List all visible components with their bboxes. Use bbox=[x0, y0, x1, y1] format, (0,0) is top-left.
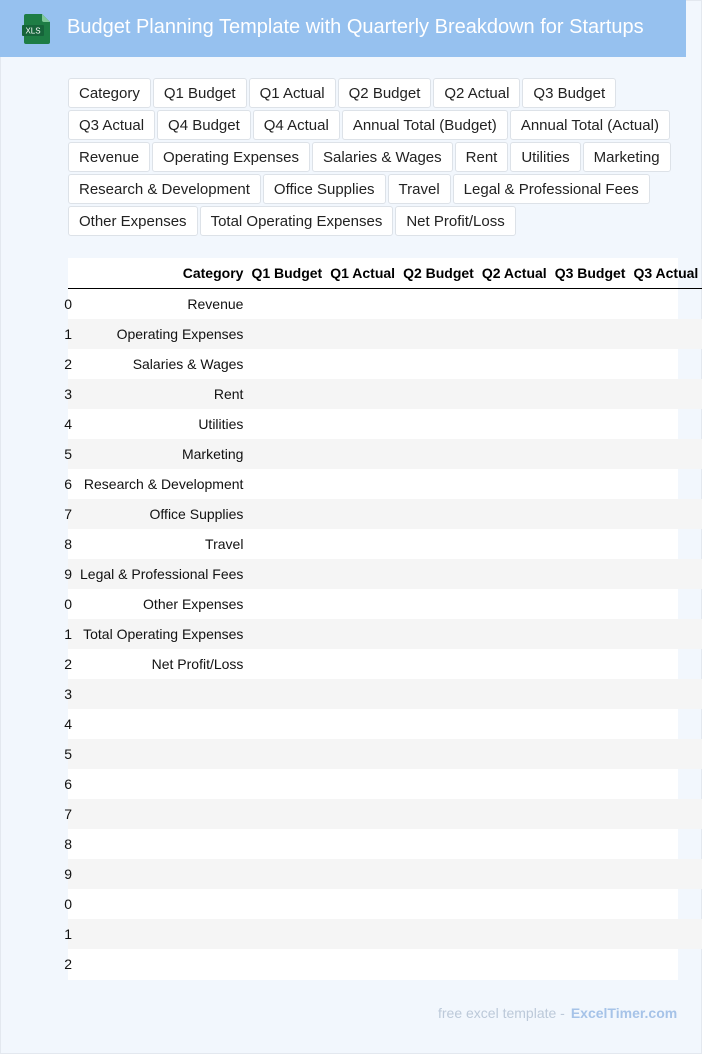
column-chip[interactable]: Other Expenses bbox=[68, 206, 198, 236]
value-cell[interactable] bbox=[629, 379, 702, 409]
value-cell[interactable] bbox=[629, 799, 702, 829]
row-index: 4 bbox=[64, 416, 72, 432]
value-cell[interactable] bbox=[326, 349, 399, 379]
value-cell[interactable] bbox=[247, 829, 326, 859]
row-index: 5 bbox=[68, 439, 76, 469]
value-cell[interactable] bbox=[551, 559, 630, 589]
value-cell[interactable] bbox=[478, 529, 551, 559]
table-row bbox=[68, 499, 702, 529]
category-cell[interactable]: Travel bbox=[205, 536, 244, 552]
table-row bbox=[68, 559, 702, 589]
value-cell[interactable] bbox=[629, 289, 702, 320]
value-cell[interactable] bbox=[247, 499, 326, 529]
value-cell[interactable] bbox=[478, 469, 551, 499]
value-cell[interactable] bbox=[399, 919, 478, 949]
category-cell[interactable]: Research & Development bbox=[83, 476, 244, 492]
value-cell[interactable] bbox=[247, 529, 326, 559]
value-cell[interactable] bbox=[326, 649, 399, 679]
table-row bbox=[68, 889, 702, 919]
xls-file-icon bbox=[22, 14, 50, 44]
footer-credit bbox=[438, 1005, 677, 1021]
value-cell[interactable] bbox=[629, 589, 702, 619]
category-cell[interactable]: Legal & Professional Fees bbox=[76, 559, 247, 589]
value-cell[interactable] bbox=[247, 559, 326, 589]
table-row bbox=[68, 379, 702, 409]
value-cell[interactable] bbox=[326, 559, 399, 589]
value-cell[interactable] bbox=[399, 619, 478, 649]
value-cell[interactable] bbox=[478, 769, 551, 799]
row-index: 2 bbox=[64, 356, 72, 372]
table-row bbox=[68, 679, 702, 709]
value-cell[interactable] bbox=[326, 889, 399, 919]
value-cell[interactable] bbox=[551, 529, 630, 559]
value-cell[interactable] bbox=[326, 289, 399, 320]
value-cell[interactable] bbox=[478, 619, 551, 649]
value-cell[interactable] bbox=[326, 799, 399, 829]
table-row bbox=[68, 709, 702, 739]
index-header bbox=[68, 258, 76, 289]
value-cell[interactable] bbox=[478, 949, 551, 979]
value-cell[interactable] bbox=[399, 949, 478, 979]
value-cell[interactable] bbox=[629, 649, 702, 679]
category-cell[interactable]: Revenue bbox=[187, 296, 244, 312]
value-cell[interactable] bbox=[247, 409, 326, 439]
value-cell[interactable] bbox=[399, 709, 478, 739]
category-cell[interactable] bbox=[76, 679, 247, 709]
value-cell[interactable] bbox=[629, 319, 702, 349]
value-cell[interactable] bbox=[247, 289, 326, 320]
value-cell[interactable] bbox=[247, 739, 326, 769]
value-cell[interactable] bbox=[399, 889, 478, 919]
value-cell[interactable] bbox=[551, 949, 630, 979]
column-chip[interactable]: Q1 Actual bbox=[249, 78, 336, 108]
column-chip[interactable]: Marketing bbox=[583, 142, 671, 172]
category-cell[interactable] bbox=[76, 949, 247, 979]
category-cell[interactable] bbox=[76, 799, 247, 829]
value-cell[interactable] bbox=[399, 529, 478, 559]
value-cell[interactable] bbox=[629, 619, 702, 649]
data-table bbox=[64, 258, 702, 979]
value-cell[interactable] bbox=[326, 589, 399, 619]
table-row bbox=[68, 409, 702, 439]
value-cell[interactable] bbox=[247, 379, 326, 409]
value-cell[interactable] bbox=[629, 679, 702, 709]
table-row bbox=[68, 589, 702, 619]
value-cell[interactable] bbox=[399, 829, 478, 859]
value-cell[interactable] bbox=[478, 289, 551, 320]
xls-icon-label: XLS bbox=[25, 26, 41, 36]
value-cell[interactable] bbox=[629, 349, 702, 379]
value-cell[interactable] bbox=[551, 919, 630, 949]
value-cell[interactable] bbox=[326, 499, 399, 529]
table-header-row bbox=[68, 258, 702, 289]
value-cell[interactable] bbox=[326, 439, 399, 469]
row-index: 1 bbox=[68, 919, 76, 949]
value-cell[interactable] bbox=[247, 859, 326, 889]
value-cell[interactable] bbox=[551, 469, 630, 499]
value-cell[interactable] bbox=[399, 859, 478, 889]
column-chip[interactable]: Net Profit/Loss bbox=[395, 206, 515, 236]
value-cell[interactable] bbox=[326, 859, 399, 889]
value-cell[interactable] bbox=[551, 889, 630, 919]
value-cell[interactable] bbox=[478, 799, 551, 829]
column-chip[interactable]: Research & Development bbox=[68, 174, 261, 204]
column-chip[interactable]: Q2 Budget bbox=[338, 78, 432, 108]
value-cell[interactable] bbox=[399, 499, 478, 529]
value-cell[interactable] bbox=[399, 439, 478, 469]
value-cell[interactable] bbox=[551, 379, 630, 409]
table-row bbox=[68, 349, 702, 379]
category-cell[interactable] bbox=[76, 859, 247, 889]
value-cell[interactable] bbox=[629, 889, 702, 919]
value-cell[interactable] bbox=[629, 739, 702, 769]
value-cell[interactable] bbox=[247, 589, 326, 619]
value-cell[interactable] bbox=[551, 499, 630, 529]
category-cell[interactable] bbox=[76, 919, 247, 949]
row-index: 5 bbox=[68, 739, 76, 769]
header-bar bbox=[0, 0, 686, 57]
row-index: 9 bbox=[68, 559, 76, 589]
category-cell[interactable] bbox=[76, 739, 247, 769]
row-index: 1 bbox=[68, 319, 76, 349]
column-chip[interactable]: Q4 Actual bbox=[253, 110, 340, 140]
value-cell[interactable] bbox=[629, 709, 702, 739]
category-cell[interactable]: Net Profit/Loss bbox=[151, 656, 244, 672]
table-row bbox=[68, 769, 702, 799]
column-chip[interactable]: Utilities bbox=[510, 142, 580, 172]
value-cell[interactable] bbox=[399, 799, 478, 829]
value-cell[interactable] bbox=[399, 319, 478, 349]
column-chip[interactable]: Revenue bbox=[68, 142, 150, 172]
value-cell[interactable] bbox=[551, 859, 630, 889]
value-cell[interactable] bbox=[326, 739, 399, 769]
category-cell[interactable] bbox=[76, 889, 247, 919]
value-cell[interactable] bbox=[399, 289, 478, 320]
value-cell[interactable] bbox=[629, 949, 702, 979]
category-cell[interactable]: Operating Expenses bbox=[76, 319, 247, 349]
table-row bbox=[68, 319, 702, 349]
value-cell[interactable] bbox=[247, 949, 326, 979]
column-chip[interactable]: Travel bbox=[388, 174, 451, 204]
column-chip[interactable]: Total Operating Expenses bbox=[200, 206, 394, 236]
value-cell[interactable] bbox=[478, 559, 551, 589]
column-chip-list bbox=[68, 78, 702, 238]
category-cell[interactable]: Utilities bbox=[198, 416, 244, 432]
row-index: 3 bbox=[68, 379, 76, 409]
value-cell[interactable] bbox=[399, 649, 478, 679]
table-row bbox=[68, 799, 702, 829]
value-cell[interactable] bbox=[399, 739, 478, 769]
row-index: 6 bbox=[64, 476, 72, 492]
page-title: Budget Planning Template with Quarterly Breakdown for Startups bbox=[67, 16, 644, 38]
table-row bbox=[68, 949, 702, 979]
value-cell[interactable] bbox=[629, 919, 702, 949]
column-header[interactable]: Q1 Actual bbox=[326, 258, 399, 289]
column-header[interactable]: Q3 Actual bbox=[629, 258, 702, 289]
row-index: 1 bbox=[68, 619, 76, 649]
column-chip[interactable]: Salaries & Wages bbox=[312, 142, 453, 172]
value-cell[interactable] bbox=[326, 409, 399, 439]
column-header[interactable]: Q2 Actual bbox=[478, 258, 551, 289]
value-cell[interactable] bbox=[629, 859, 702, 889]
value-cell[interactable] bbox=[629, 499, 702, 529]
value-cell[interactable] bbox=[247, 439, 326, 469]
table-row bbox=[68, 919, 702, 949]
column-chip[interactable]: Q3 Actual bbox=[68, 110, 155, 140]
table-row bbox=[68, 529, 702, 559]
value-cell[interactable] bbox=[478, 679, 551, 709]
value-cell[interactable] bbox=[326, 769, 399, 799]
value-cell[interactable] bbox=[551, 619, 630, 649]
value-cell[interactable] bbox=[326, 529, 399, 559]
value-cell[interactable] bbox=[247, 889, 326, 919]
table-row bbox=[68, 859, 702, 889]
value-cell[interactable] bbox=[399, 679, 478, 709]
row-index: 0 bbox=[64, 296, 72, 312]
value-cell[interactable] bbox=[399, 589, 478, 619]
column-chip[interactable]: Category bbox=[68, 78, 151, 108]
table-row bbox=[68, 439, 702, 469]
row-index: 7 bbox=[68, 499, 76, 529]
value-cell[interactable] bbox=[399, 559, 478, 589]
column-header[interactable]: Q1 Budget bbox=[247, 258, 326, 289]
column-chip[interactable]: Q1 Budget bbox=[153, 78, 247, 108]
value-cell[interactable] bbox=[399, 769, 478, 799]
table-row bbox=[68, 739, 702, 769]
value-cell[interactable] bbox=[247, 319, 326, 349]
row-index: 9 bbox=[68, 859, 76, 889]
category-cell[interactable] bbox=[76, 769, 247, 799]
footer-text: free excel template - bbox=[438, 1005, 565, 1021]
value-cell[interactable] bbox=[399, 409, 478, 439]
value-cell[interactable] bbox=[326, 319, 399, 349]
column-chip[interactable]: Legal & Professional Fees bbox=[453, 174, 650, 204]
value-cell[interactable] bbox=[478, 499, 551, 529]
value-cell[interactable] bbox=[399, 379, 478, 409]
row-index: 2 bbox=[64, 956, 72, 972]
value-cell[interactable] bbox=[247, 679, 326, 709]
value-cell[interactable] bbox=[551, 679, 630, 709]
value-cell[interactable] bbox=[478, 379, 551, 409]
column-header[interactable]: Category bbox=[76, 258, 247, 289]
table-row bbox=[68, 289, 702, 320]
row-index: 6 bbox=[64, 776, 72, 792]
category-cell[interactable]: Other Expenses bbox=[143, 596, 244, 612]
value-cell[interactable] bbox=[629, 529, 702, 559]
category-cell[interactable]: Salaries & Wages bbox=[132, 356, 244, 372]
category-cell[interactable]: Marketing bbox=[76, 439, 247, 469]
value-cell[interactable] bbox=[247, 769, 326, 799]
value-cell[interactable] bbox=[629, 769, 702, 799]
value-cell[interactable] bbox=[551, 589, 630, 619]
value-cell[interactable] bbox=[551, 319, 630, 349]
value-cell[interactable] bbox=[478, 919, 551, 949]
value-cell[interactable] bbox=[629, 559, 702, 589]
row-index: 7 bbox=[68, 799, 76, 829]
column-chip[interactable]: Operating Expenses bbox=[152, 142, 310, 172]
value-cell[interactable] bbox=[478, 859, 551, 889]
value-cell[interactable] bbox=[326, 919, 399, 949]
table-row bbox=[68, 619, 702, 649]
category-cell[interactable] bbox=[76, 709, 247, 739]
column-chip[interactable]: Annual Total (Actual) bbox=[510, 110, 670, 140]
value-cell[interactable] bbox=[551, 649, 630, 679]
footer-brand-link[interactable]: ExcelTimer.com bbox=[570, 1005, 678, 1021]
column-chip[interactable]: Q2 Actual bbox=[433, 78, 520, 108]
value-cell[interactable] bbox=[478, 709, 551, 739]
value-cell[interactable] bbox=[629, 439, 702, 469]
row-index: 8 bbox=[64, 836, 72, 852]
value-cell[interactable] bbox=[247, 349, 326, 379]
value-cell[interactable] bbox=[326, 379, 399, 409]
category-cell[interactable]: Rent bbox=[76, 379, 247, 409]
column-header[interactable]: Q3 Budget bbox=[551, 258, 630, 289]
value-cell[interactable] bbox=[551, 799, 630, 829]
table-row bbox=[68, 829, 702, 859]
row-index: 0 bbox=[64, 596, 72, 612]
data-table-container[interactable] bbox=[64, 258, 699, 980]
value-cell[interactable] bbox=[551, 739, 630, 769]
row-index: 8 bbox=[64, 536, 72, 552]
value-cell[interactable] bbox=[629, 469, 702, 499]
value-cell[interactable] bbox=[399, 469, 478, 499]
value-cell[interactable] bbox=[326, 829, 399, 859]
value-cell[interactable] bbox=[478, 829, 551, 859]
value-cell[interactable] bbox=[478, 589, 551, 619]
value-cell[interactable] bbox=[247, 709, 326, 739]
value-cell[interactable] bbox=[551, 349, 630, 379]
category-cell[interactable]: Office Supplies bbox=[76, 499, 247, 529]
value-cell[interactable] bbox=[478, 319, 551, 349]
value-cell[interactable] bbox=[551, 769, 630, 799]
value-cell[interactable] bbox=[326, 709, 399, 739]
value-cell[interactable] bbox=[478, 349, 551, 379]
category-cell[interactable]: Total Operating Expenses bbox=[76, 619, 247, 649]
row-index: 4 bbox=[64, 716, 72, 732]
value-cell[interactable] bbox=[629, 409, 702, 439]
value-cell[interactable] bbox=[551, 409, 630, 439]
column-chip[interactable]: Rent bbox=[455, 142, 509, 172]
category-cell[interactable] bbox=[76, 829, 247, 859]
value-cell[interactable] bbox=[399, 349, 478, 379]
value-cell[interactable] bbox=[478, 739, 551, 769]
table-row bbox=[68, 469, 702, 499]
value-cell[interactable] bbox=[629, 829, 702, 859]
value-cell[interactable] bbox=[247, 919, 326, 949]
column-chip[interactable]: Q3 Budget bbox=[522, 78, 616, 108]
value-cell[interactable] bbox=[326, 949, 399, 979]
column-chip[interactable]: Q4 Budget bbox=[157, 110, 251, 140]
column-chip[interactable]: Annual Total (Budget) bbox=[342, 110, 508, 140]
value-cell[interactable] bbox=[478, 649, 551, 679]
column-header[interactable]: Q2 Budget bbox=[399, 258, 478, 289]
value-cell[interactable] bbox=[247, 799, 326, 829]
value-cell[interactable] bbox=[478, 409, 551, 439]
row-index: 2 bbox=[64, 656, 72, 672]
value-cell[interactable] bbox=[551, 709, 630, 739]
value-cell[interactable] bbox=[551, 829, 630, 859]
value-cell[interactable] bbox=[478, 889, 551, 919]
value-cell[interactable] bbox=[478, 439, 551, 469]
value-cell[interactable] bbox=[247, 619, 326, 649]
value-cell[interactable] bbox=[247, 469, 326, 499]
column-chip[interactable]: Office Supplies bbox=[263, 174, 386, 204]
value-cell[interactable] bbox=[551, 289, 630, 320]
value-cell[interactable] bbox=[326, 619, 399, 649]
value-cell[interactable] bbox=[247, 649, 326, 679]
row-index: 0 bbox=[64, 896, 72, 912]
row-index: 3 bbox=[68, 679, 76, 709]
value-cell[interactable] bbox=[326, 469, 399, 499]
value-cell[interactable] bbox=[326, 679, 399, 709]
value-cell[interactable] bbox=[551, 439, 630, 469]
table-row bbox=[68, 649, 702, 679]
